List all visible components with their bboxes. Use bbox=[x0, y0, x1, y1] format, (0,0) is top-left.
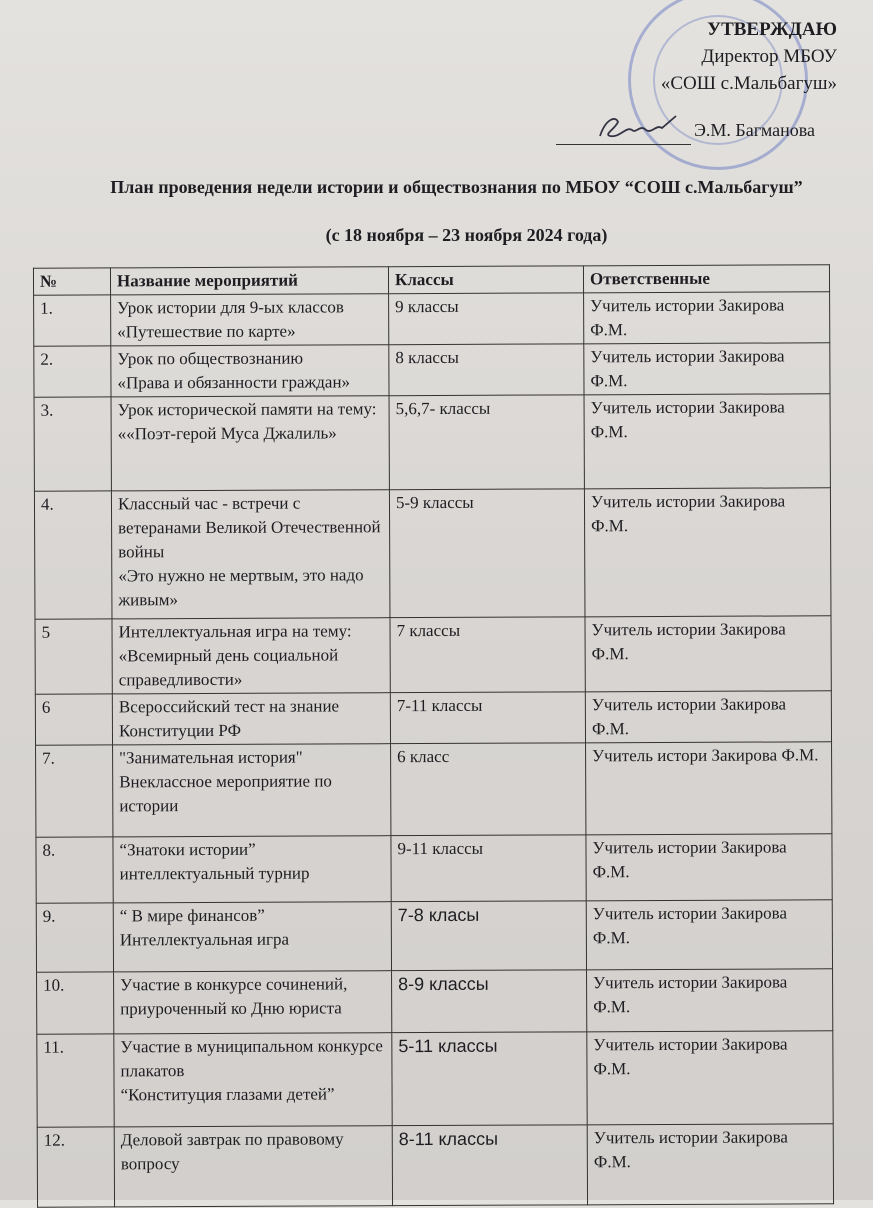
row-number: 7. bbox=[36, 745, 113, 837]
event-classes: 7-11 классы bbox=[390, 692, 585, 744]
event-name: Участие в муниципальном конкурсе плакатов “Конституция глазами детей” bbox=[114, 1033, 392, 1127]
event-name: Всероссийский тест на знание Конституции РФ bbox=[112, 693, 390, 745]
event-responsible: Учитель истории Закирова Ф.М. bbox=[585, 616, 831, 692]
event-name: Интеллектуальная игра на тему: «Всемирный день социальной справедливости» bbox=[112, 618, 390, 694]
row-number: 8. bbox=[36, 837, 113, 903]
event-responsible: Учитель истори Закирова Ф.М. bbox=[586, 742, 832, 835]
table-row bbox=[35, 616, 831, 694]
row-number: 12. bbox=[37, 1127, 114, 1207]
event-responsible: Учитель истории Закирова Ф.М. bbox=[584, 343, 830, 395]
event-classes: 8 классы bbox=[389, 344, 584, 396]
event-classes: 8-11 классы bbox=[392, 1125, 587, 1206]
signature-icon bbox=[596, 112, 686, 142]
table-row bbox=[36, 834, 832, 903]
event-classes: 9-11 классы bbox=[391, 835, 586, 902]
approval-title: УТВЕРЖДАЮ bbox=[707, 19, 837, 40]
header-num: № bbox=[33, 268, 110, 295]
event-classes: 7-8 класы bbox=[391, 901, 586, 971]
event-name: Классный час - встречи с ветеранами Великой Отечественной войны «Это нужно не мертвым, это надо живым» bbox=[111, 490, 390, 619]
event-responsible: Учитель истории Закирова Ф.М. bbox=[586, 834, 832, 901]
approval-school: «СОШ с.Мальбагуш» bbox=[660, 73, 837, 94]
table-row bbox=[34, 343, 830, 397]
event-classes: 5-11 классы bbox=[392, 1032, 587, 1126]
table-row bbox=[36, 900, 832, 972]
event-responsible: Учитель истории Закирова Ф.М. bbox=[587, 1124, 833, 1205]
row-number: 11. bbox=[37, 1034, 114, 1127]
event-name: Деловой завтрак по правовому вопросу bbox=[114, 1126, 392, 1207]
event-name: Урок по обществознанию «Права и обязанности граждан» bbox=[111, 345, 389, 397]
approval-position: Директор МБОУ bbox=[701, 46, 837, 67]
table-header-row bbox=[33, 265, 829, 295]
event-name: "Занимательная история" Внеклассное мероприятие по истории bbox=[113, 744, 391, 837]
table-row bbox=[34, 394, 830, 491]
table-row bbox=[37, 1124, 833, 1207]
event-name: “ В мире финансов” Интеллектуальная игра bbox=[113, 902, 391, 972]
header-responsible: Ответственные bbox=[583, 265, 829, 293]
row-number: 6 bbox=[35, 694, 112, 745]
event-name: Участие в конкурсе сочинений, приуроченный ко Дню юриста bbox=[114, 971, 392, 1034]
row-number: 4. bbox=[34, 491, 112, 619]
table-row bbox=[34, 488, 831, 619]
event-classes: 7 классы bbox=[390, 617, 585, 693]
row-number: 2. bbox=[34, 346, 111, 397]
event-responsible: Учитель истории Закирова Ф.М. bbox=[584, 292, 830, 344]
row-number: 5 bbox=[35, 619, 112, 694]
events-table bbox=[33, 264, 834, 1207]
event-name: Урок истории для 9-ых классов «Путешествие по карте» bbox=[111, 294, 389, 346]
event-classes: 8-9 классы bbox=[392, 970, 587, 1033]
row-number: 3. bbox=[34, 397, 111, 491]
header-classes: Классы bbox=[388, 266, 583, 294]
event-classes: 6 класс bbox=[391, 743, 586, 836]
signature-line bbox=[556, 118, 691, 145]
table-row bbox=[35, 691, 831, 745]
event-classes: 9 классы bbox=[389, 293, 584, 345]
row-number: 9. bbox=[36, 903, 113, 972]
document-title: План проведения недели истории и обществознания по МБОУ “СОШ с.Мальбагуш” bbox=[110, 177, 803, 197]
row-number: 10. bbox=[37, 972, 114, 1034]
event-name: Урок исторической памяти на тему: ««Поэт-герой Муса Джалиль» bbox=[111, 396, 389, 491]
document-dates: (с 18 ноября – 23 ноября 2024 года) bbox=[325, 225, 608, 245]
table-row bbox=[34, 292, 830, 346]
event-responsible: Учитель истории Закирова Ф.М. bbox=[584, 394, 830, 489]
event-responsible: Учитель истории Закирова Ф.М. bbox=[584, 488, 831, 617]
header-name: Название мероприятий bbox=[110, 267, 388, 295]
table-row bbox=[37, 969, 833, 1034]
event-classes: 5-9 классы bbox=[389, 489, 585, 618]
event-responsible: Учитель истории Закирова Ф.М. bbox=[586, 900, 832, 970]
approval-block bbox=[661, 16, 837, 97]
event-name: “Знатоки истории” интеллектуальный турнир bbox=[113, 836, 391, 903]
event-responsible: Учитель истории Закирова Ф.М. bbox=[587, 969, 833, 1032]
row-number: 1. bbox=[34, 295, 111, 346]
event-responsible: Учитель истории Закирова Ф.М. bbox=[587, 1031, 833, 1125]
table-row bbox=[36, 742, 832, 837]
event-responsible: Учитель истории Закирова Ф.М. bbox=[585, 691, 831, 743]
table-row bbox=[37, 1031, 833, 1127]
event-classes: 5,6,7- классы bbox=[389, 395, 584, 490]
signer-name: Э.М. Багманова bbox=[694, 120, 815, 140]
